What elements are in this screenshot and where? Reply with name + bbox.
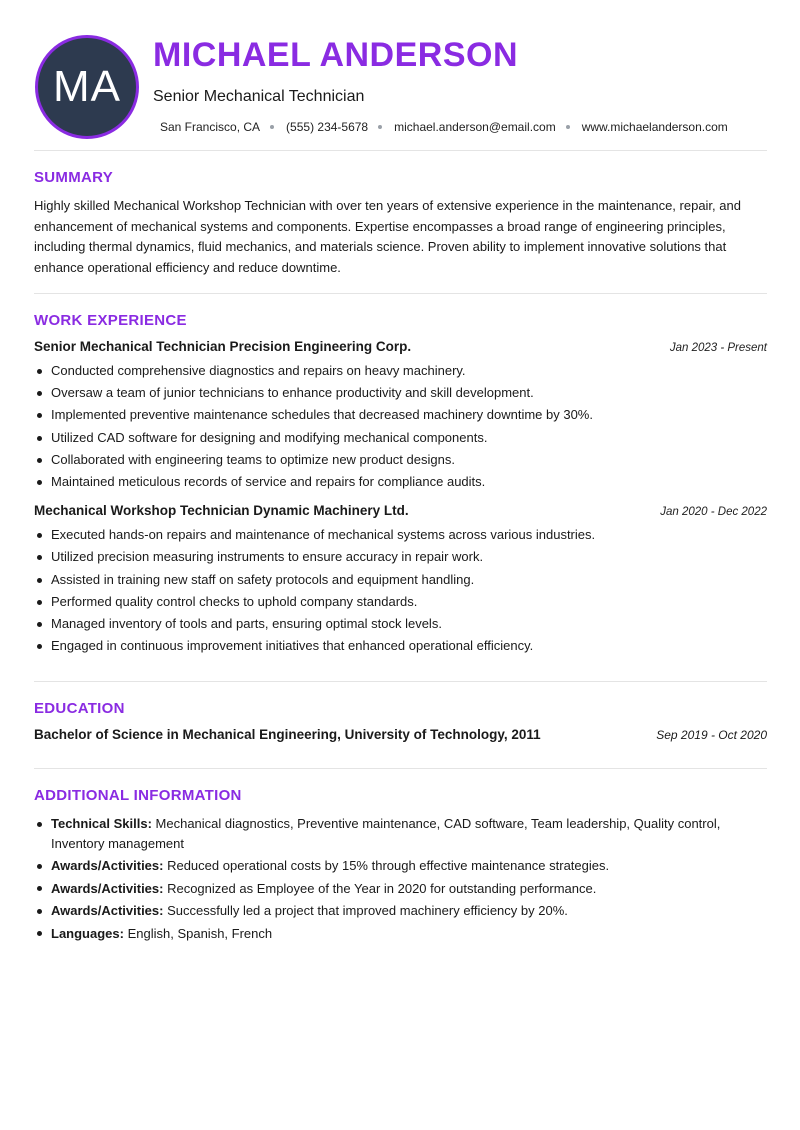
list-item — [34, 856, 767, 876]
item-text: Mechanical diagnostics, Preventive maintenance, CAD software, Team leadership, Quality control, Inventory management — [51, 816, 721, 851]
section-heading: EDUCATION — [34, 700, 125, 718]
item-label: Languages: — [51, 925, 124, 941]
education-entry — [34, 727, 767, 742]
list-item: Utilized CAD software for designing and modifying mechanical components. — [34, 427, 767, 449]
item-label: Awards/Activities: — [51, 880, 164, 896]
summary-section — [34, 151, 767, 278]
candidate-title: Senior Mechanical Technician — [153, 88, 365, 105]
contact-website[interactable]: www.michaelanderson.com — [581, 120, 728, 134]
avatar-initials: MA — [53, 62, 121, 111]
list-item: Utilized precision measuring instruments to ensure accuracy in repair work. — [34, 546, 767, 568]
item-label: Technical Skills: — [51, 816, 152, 832]
list-item — [34, 879, 767, 899]
item-label: Awards/Activities: — [51, 858, 164, 874]
list-item — [34, 814, 767, 853]
job-entry — [34, 339, 767, 493]
list-item — [34, 901, 767, 921]
job-entry — [34, 503, 767, 657]
education-section — [34, 682, 767, 742]
additional-info-section — [34, 769, 767, 943]
contact-phone: (555) 234-5678 — [286, 120, 369, 134]
list-item: Engaged in continuous improvement initiatives that enhanced operational efficiency. — [34, 635, 767, 657]
list-item: Managed inventory of tools and parts, ensuring optimal stock levels. — [34, 613, 767, 635]
education-degree: Bachelor of Science in Mechanical Engineering, University of Technology, 2011 — [34, 727, 541, 743]
item-text: English, Spanish, French — [123, 925, 273, 941]
job-title: Mechanical Workshop Technician Dynamic Machinery Ltd. — [34, 503, 409, 519]
candidate-name: MICHAEL ANDERSON — [153, 36, 519, 74]
job-date: Jan 2020 - Dec 2022 — [660, 506, 767, 519]
list-item: Collaborated with engineering teams to optimize new product designs. — [34, 449, 767, 471]
summary-text: Highly skilled Mechanical Workshop Technician with over ten years of extensive experience in the maintenance, repair, and enhancement of mechanical systems and components. Expertise encompasses a broad range of engineering principles, including thermal dynamics, fluid mechanics, and materials science. Proven ability to implement innovative solutions that enhance operational efficiency and reduce downtime. — [34, 198, 741, 275]
additional-info-list — [34, 814, 767, 943]
job-header — [34, 339, 767, 354]
list-item — [34, 924, 767, 944]
list-item: Performed quality control checks to uphold company standards. — [34, 591, 767, 613]
job-header — [34, 503, 767, 518]
list-item: Maintained meticulous records of service and repairs for compliance audits. — [34, 471, 767, 493]
separator-dot-icon — [378, 125, 382, 129]
item-text: Reduced operational costs by 15% through effective maintenance strategies. — [163, 858, 610, 874]
section-heading: WORK EXPERIENCE — [34, 312, 187, 329]
list-item: Conducted comprehensive diagnostics and repairs on heavy machinery. — [34, 360, 767, 382]
section-heading: ADDITIONAL INFORMATION — [34, 787, 242, 805]
list-item: Executed hands-on repairs and maintenance of mechanical systems across various industries. — [34, 524, 767, 546]
list-item: Implemented preventive maintenance schedules that decreased machinery downtime by 30%. — [34, 404, 767, 426]
contact-email[interactable]: michael.anderson@email.com — [394, 120, 556, 134]
separator-dot-icon — [270, 125, 274, 129]
section-heading: SUMMARY — [34, 169, 114, 186]
job-title: Senior Mechanical Technician Precision Engineering Corp. — [34, 339, 412, 354]
item-label: Awards/Activities: — [51, 903, 164, 919]
job-bullets — [34, 360, 767, 493]
resume-header — [34, 0, 767, 150]
contact-location: San Francisco, CA — [160, 120, 261, 134]
experience-section — [34, 294, 767, 681]
item-text: Successfully led a project that improved machinery efficiency by 20%. — [163, 903, 568, 919]
item-text: Recognized as Employee of the Year in 2020 for outstanding performance. — [163, 880, 597, 896]
education-date: Sep 2019 - Oct 2020 — [656, 728, 767, 743]
contact-info — [160, 120, 728, 134]
list-item: Oversaw a team of junior technicians to enhance productivity and skill development. — [34, 382, 767, 404]
separator-dot-icon — [566, 125, 570, 129]
list-item: Assisted in training new staff on safety protocols and equipment handling. — [34, 569, 767, 591]
avatar — [35, 35, 139, 139]
job-bullets — [34, 524, 767, 657]
job-date: Jan 2023 - Present — [669, 342, 767, 354]
